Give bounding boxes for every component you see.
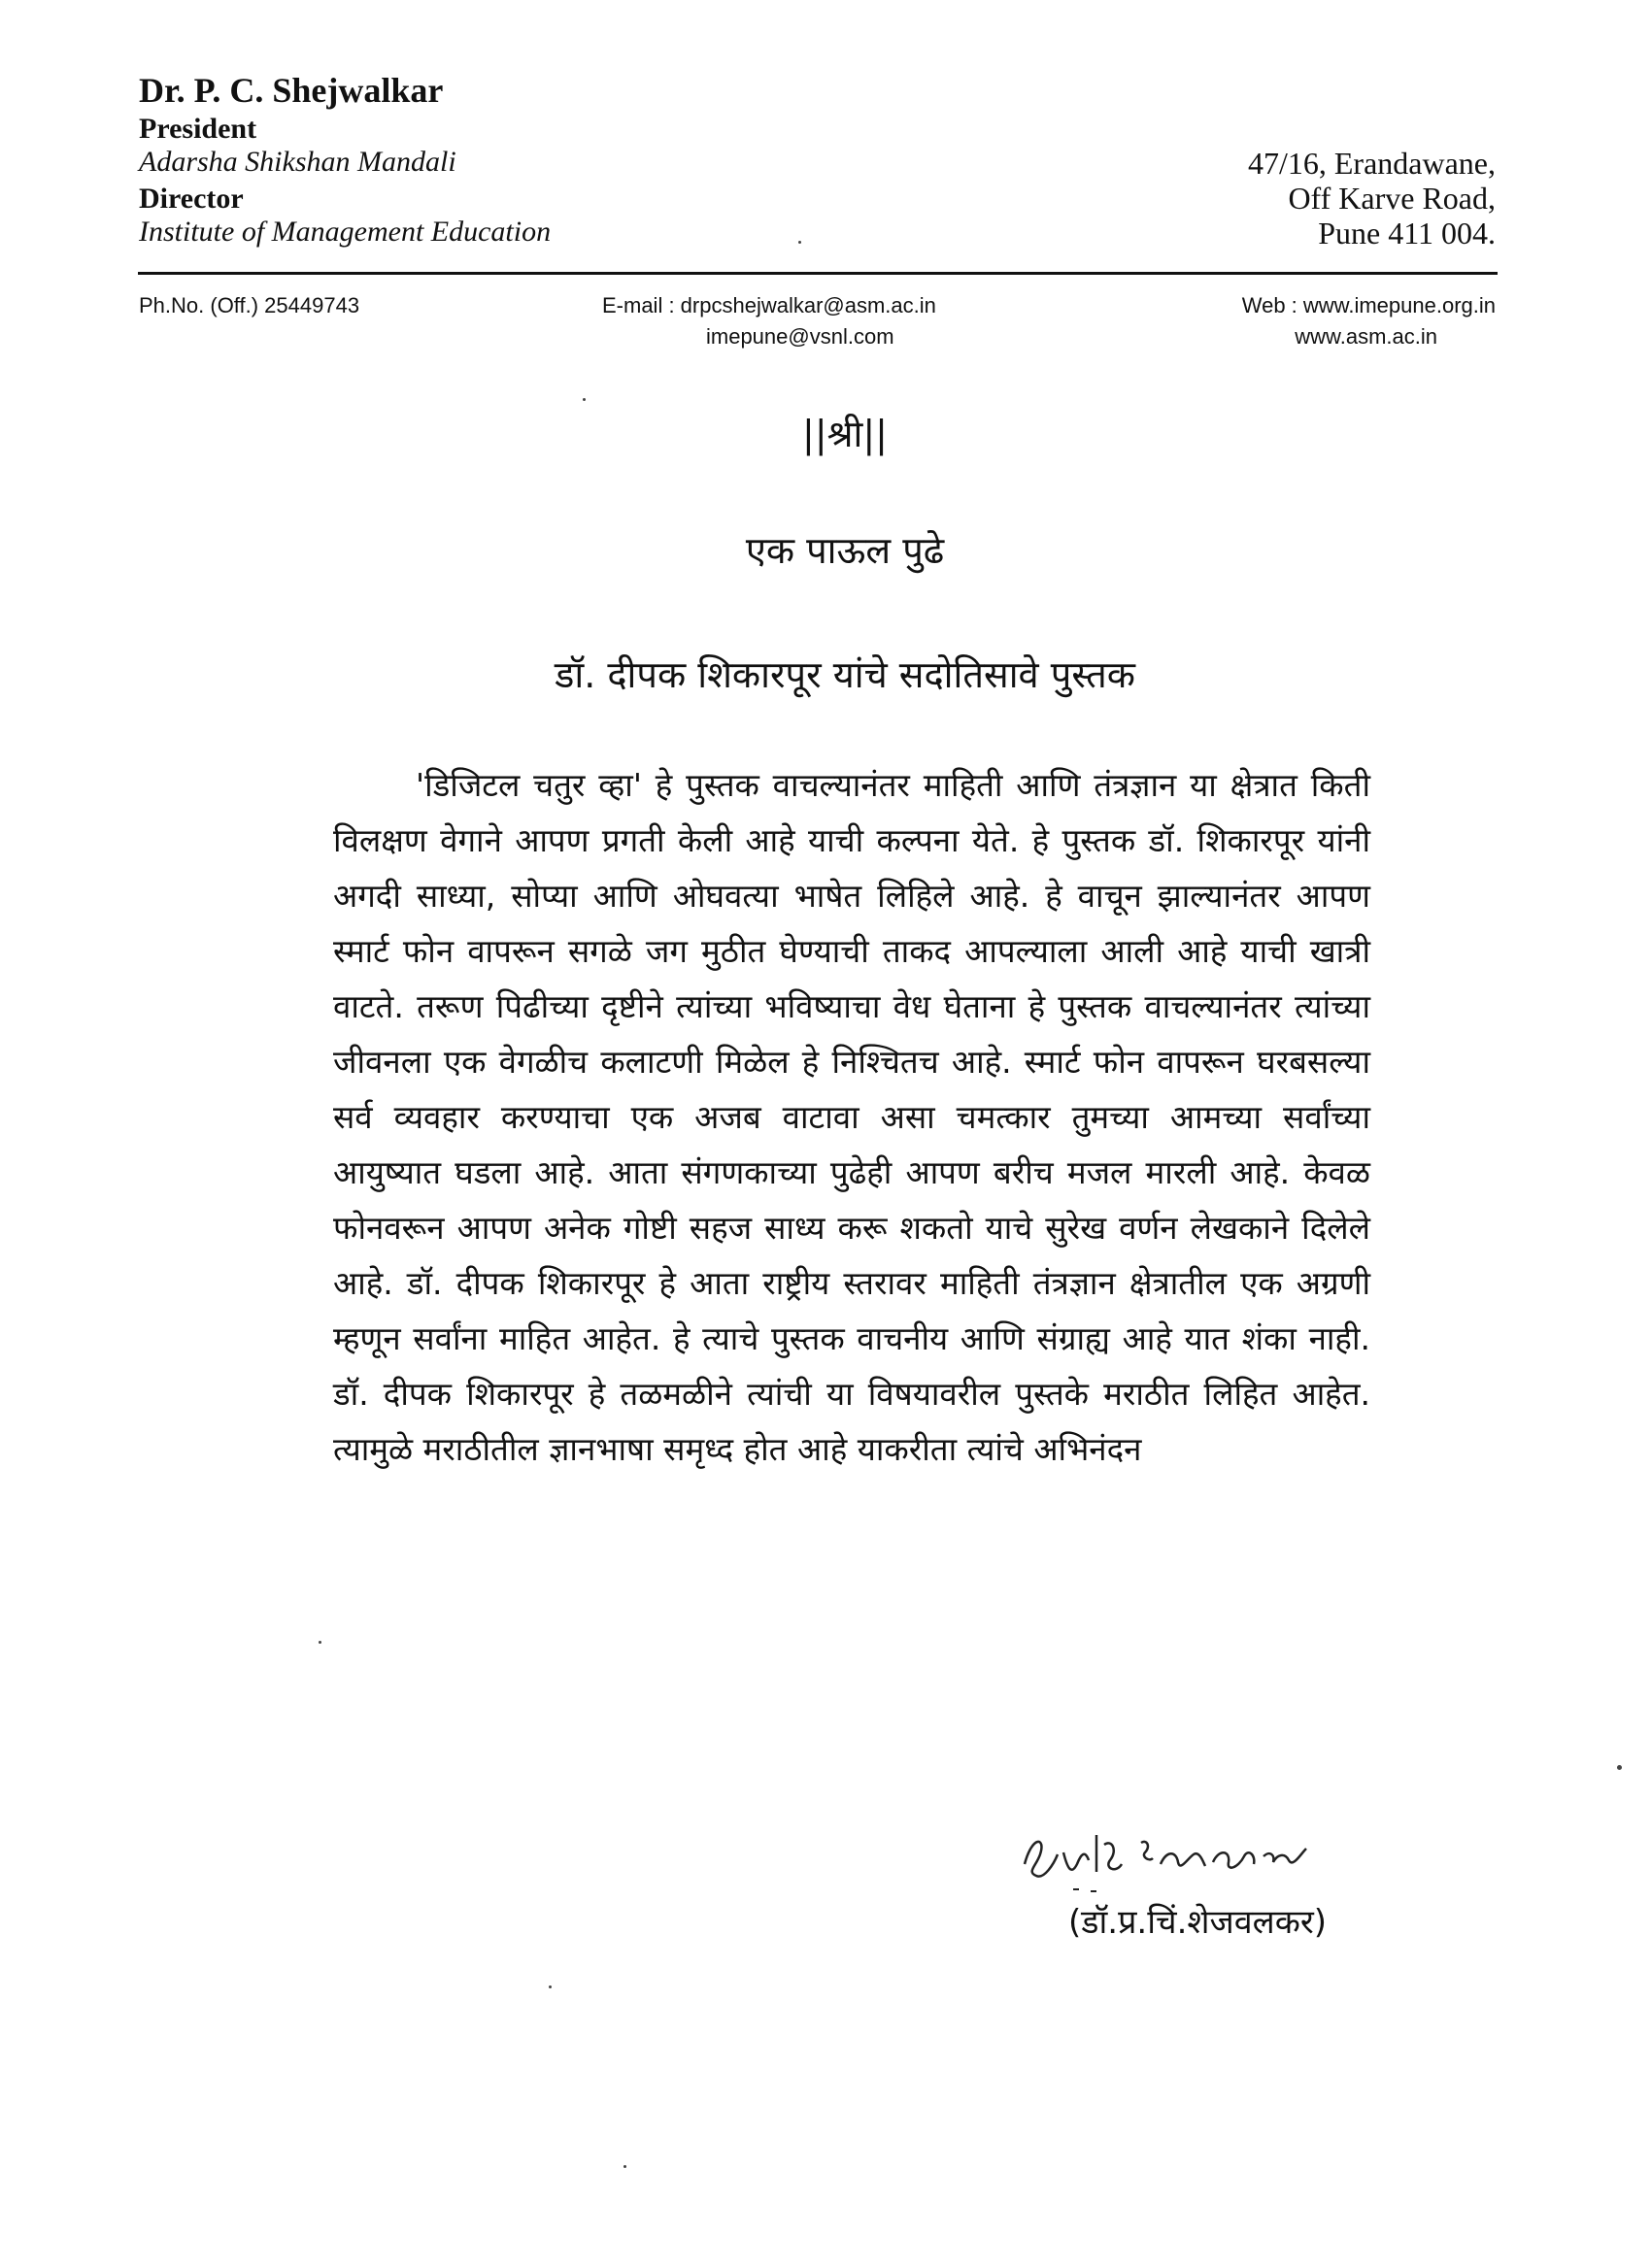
page-subtitle: डॉ. दीपक शिकारपूर यांचे सदोतिसावे पुस्तक <box>555 653 1135 696</box>
body-paragraph: 'डिजिटल चतुर व्हा' हे पुस्तक वाचल्यानंतर माहिती आणि तंत्रज्ञान या क्षेत्रात किती विलक्षण वेगाने आपण प्रगती केली आहे याची कल्पना येते. हे पुस्तक डॉ. शिकारपूर यांनी अगदी साध्या, सोप्या आणि ओघवत्या भाषेत लिहिले आहे. हे वाचून झाल्यानंतर आपण स्मार्ट फोन वापरून सगळे जग मुठीत घेण्याची ताकद आपल्याला आली आहे याची खात्री वाटते. तरूण पिढीच्या दृष्टीने त्यांच्या भविष्याचा वेध घेताना हे पुस्तक वाचल्यानंतर त्यांच्या जीवनला एक वेगळीच कलाटणी मिळेल हे निश्चितच आहे. स्मार्ट फोन वापरून घरबसल्या सर्व व्यवहार करण्याचा एक अजब वाटावा असा चमत्कार तुमच्या आमच्या सर्वांच्या आयुष्यात घडला आहे. आता संगणकाच्या पुढेही आपण बरीच मजल मारली आहे. केवळ फोनवरून आपण अनेक गोष्टी सहज साध्य करू शकतो याचे सुरेख वर्णन लेखकाने दिलेले आहे. डॉ. दीपक शिकारपूर हे आता राष्ट्रीय स्तरावर माहिती तंत्रज्ञान क्षेत्रातील एक अग्रणी म्हणून सर्वांना माहित आहेत. हे त्याचे पुस्तक वाचनीय आणि संग्राह्य आहे यात शंका नाही. डॉ. दीपक शिकारपूर हे तळमळीने त्यांची या विषयावरील पुस्तके मराठीत लिहित आहेत. त्यामुळे मराठीतील ज्ञानभाषा समृध्द होत आहे याकरीता त्यांचे अभिनंदन <box>333 766 1370 1468</box>
website-primary: Web : www.imepune.org.in <box>1241 293 1496 317</box>
address-line-2: Off Karve Road, <box>1288 181 1496 216</box>
handwritten-signature <box>1015 1796 1345 1903</box>
phone-number: Ph.No. (Off.) 25449743 <box>139 293 360 317</box>
letterhead-name: Dr. P. C. Shejwalkar <box>139 71 444 110</box>
role-president: President <box>139 113 257 145</box>
scan-speck <box>549 1985 552 1988</box>
email-secondary: imepune@vsnl.com <box>706 324 894 349</box>
scan-speck <box>623 2165 626 2168</box>
org-adarsha-shikshan-mandali: Adarsha Shikshan Mandali <box>139 146 456 178</box>
website-secondary: www.asm.ac.in <box>1295 324 1437 349</box>
org-institute-of-management-education: Institute of Management Education <box>139 216 552 248</box>
page-title: एक पाऊल पुढे <box>745 529 945 572</box>
scan-speck <box>583 398 586 401</box>
scan-speck <box>319 1641 321 1644</box>
letterhead-divider <box>138 272 1498 275</box>
signatory-name: (डॉ.प्र.चिं.शेजवलकर) <box>1068 1903 1328 1942</box>
scan-speck <box>798 241 801 244</box>
invocation-shri: ||श्री|| <box>802 413 888 455</box>
role-director: Director <box>139 183 244 215</box>
scan-speck <box>1617 1765 1622 1770</box>
address-line-1: 47/16, Erandawane, <box>1247 146 1496 181</box>
email-primary: E-mail : drpcshejwalkar@asm.ac.in <box>602 293 936 317</box>
address-line-3: Pune 411 004. <box>1318 216 1496 250</box>
